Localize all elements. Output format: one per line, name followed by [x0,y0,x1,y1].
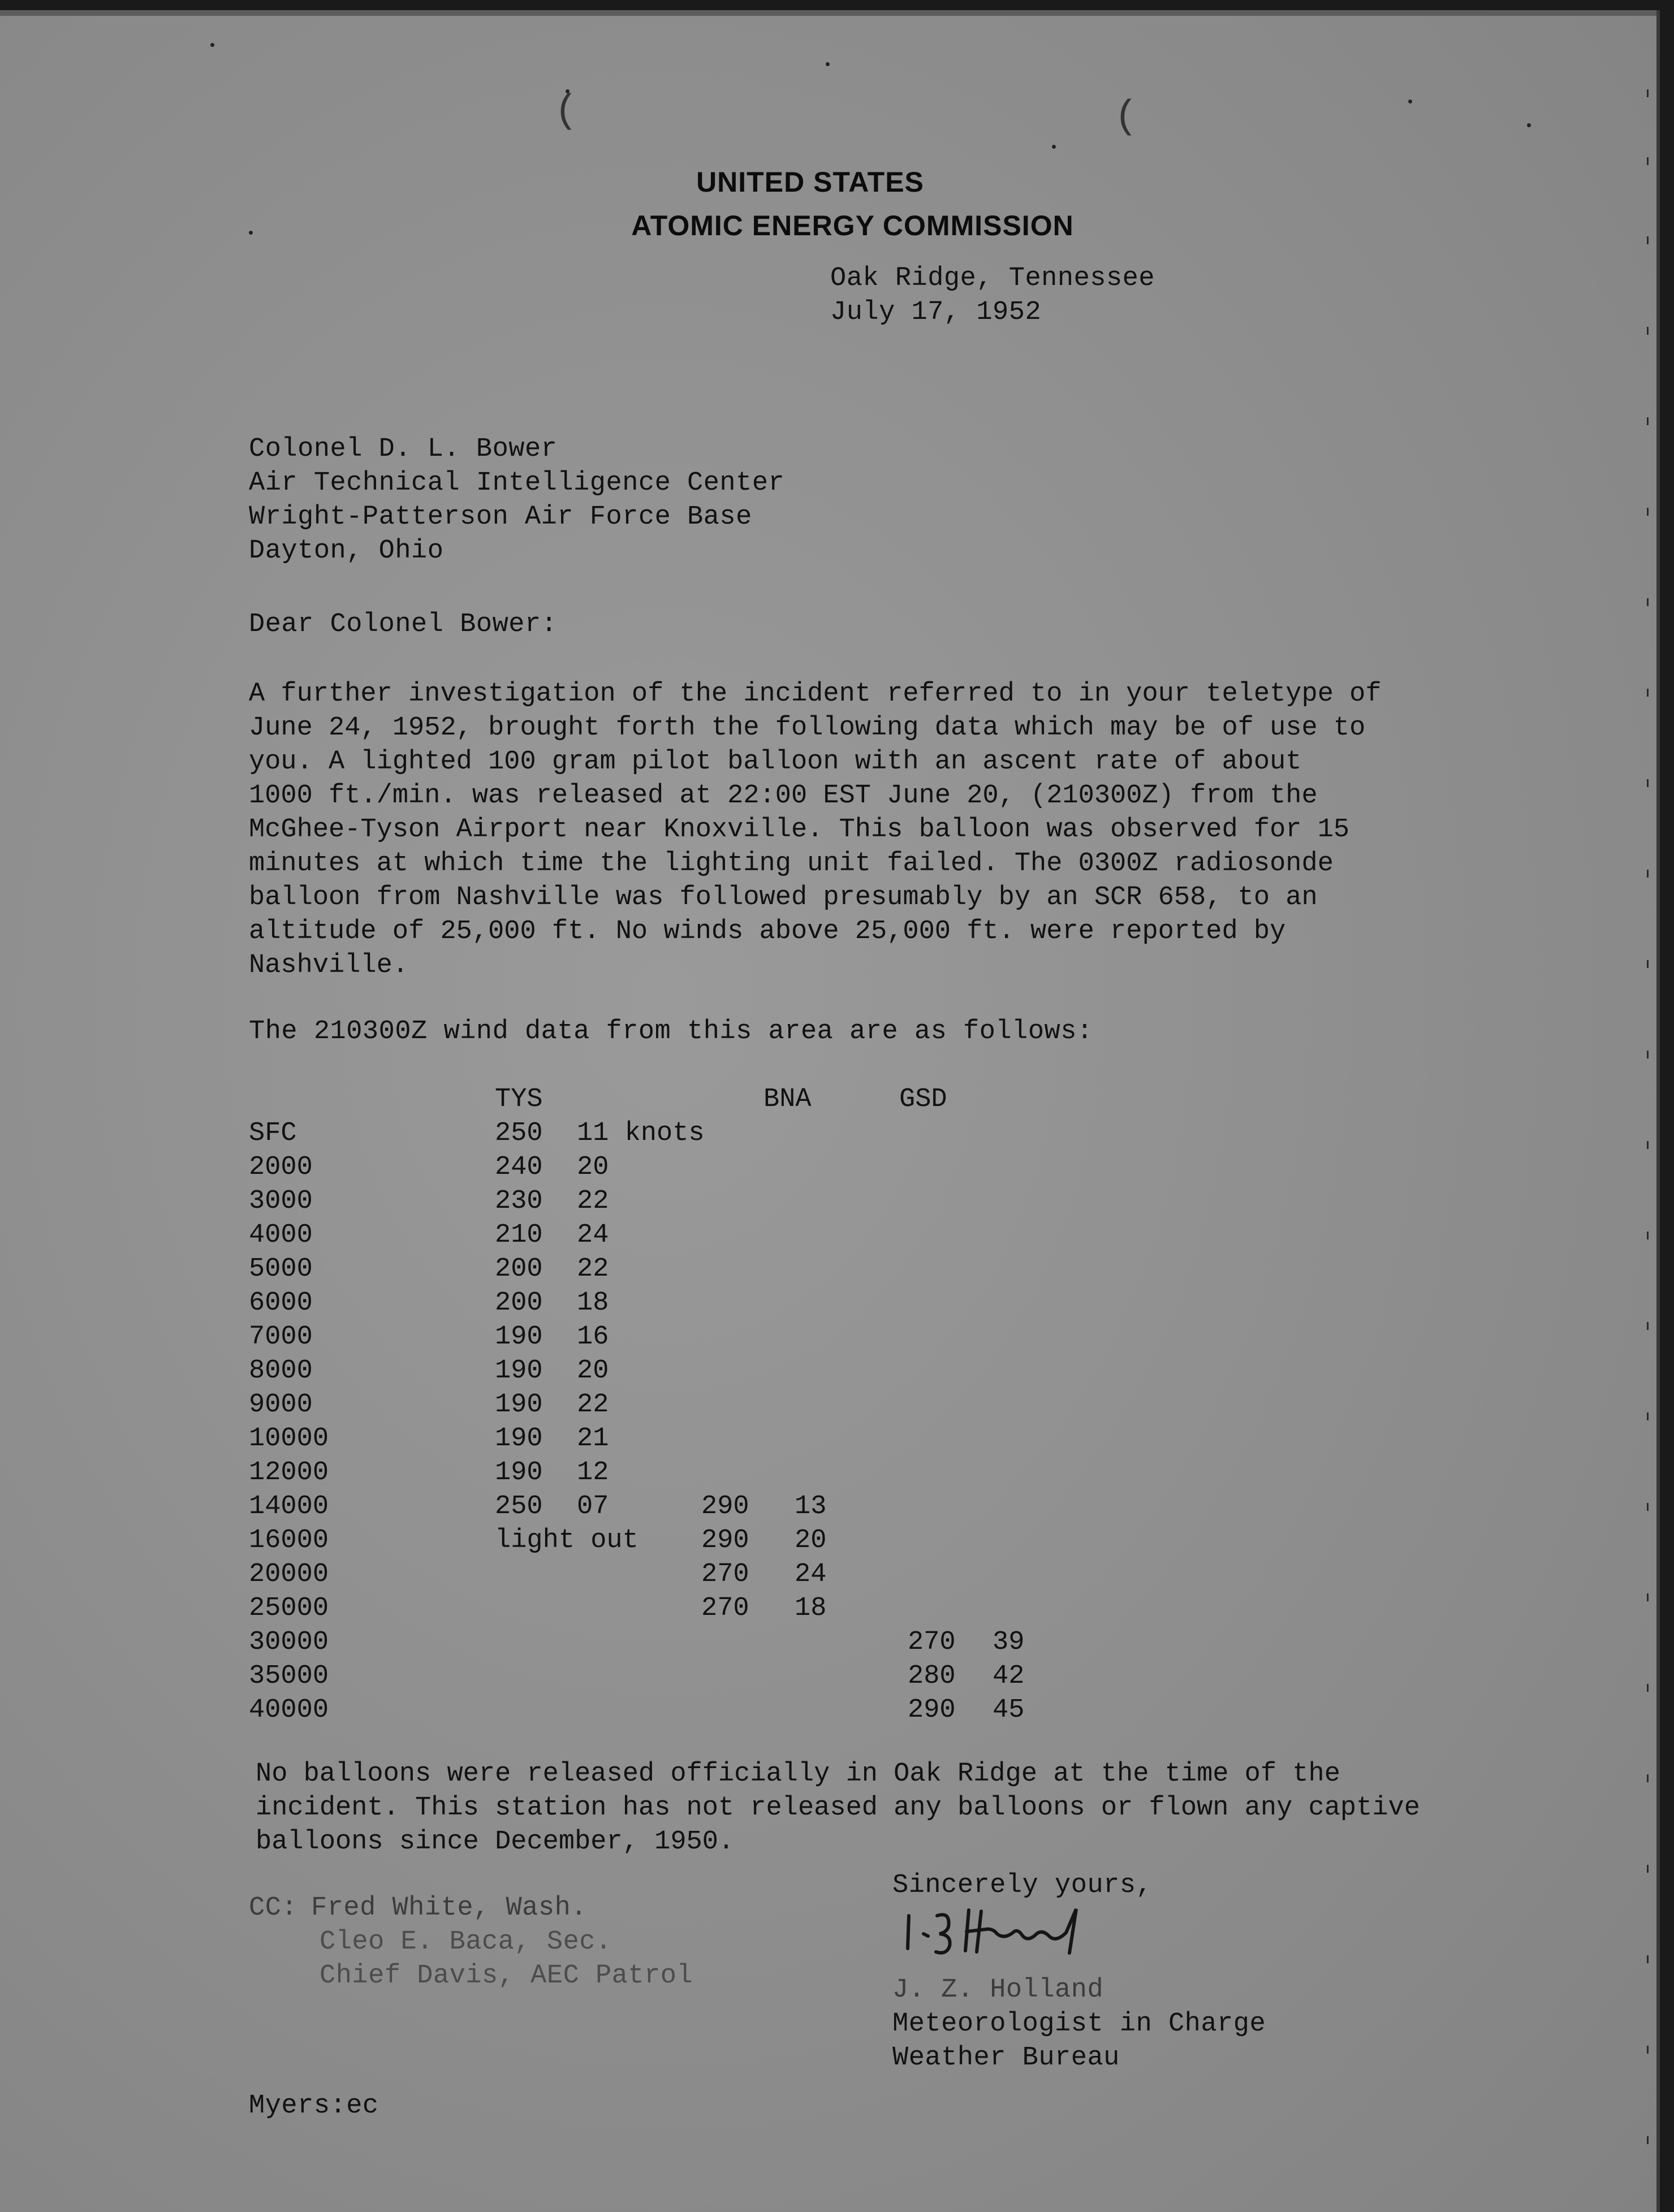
table-row [0,1356,1660,1390]
altitude-cell: 2000 [249,1152,313,1182]
tys-direction-cell: 190 [495,1424,543,1454]
tys-speed-cell: 07 [577,1492,609,1522]
cc-entry: Cleo E. Baca, Sec. [320,1927,612,1957]
gsd-speed-cell: 42 [993,1661,1025,1691]
tys-direction-cell: 230 [495,1186,543,1216]
altitude-cell: 16000 [249,1526,329,1556]
signer-org: Weather Bureau [892,2043,1120,2073]
tys-direction-cell: 190 [495,1458,543,1488]
altitude-cell: 4000 [249,1220,313,1250]
tys-speed-cell: 18 [577,1288,609,1318]
signer-title: Meteorologist in Charge [892,2009,1266,2039]
body-paragraph [249,677,1382,983]
gsd-direction-cell: 280 [908,1661,956,1691]
table-row [0,1661,1660,1695]
letterhead-line-2: ATOMIC ENERGY COMMISSION [631,210,1074,241]
table-row [0,1627,1660,1661]
body-line: altitude of 25,000 ft. No winds above 25,000 ft. were reported by [249,917,1286,947]
bna-speed-cell: 18 [795,1593,827,1623]
altitude-cell: 35000 [249,1661,329,1691]
closing-salutation: Sincerely yours, [892,1870,1153,1900]
tys-direction-cell: 250 [495,1118,543,1148]
scan-tick [1647,779,1649,787]
tys-speed-cell: 24 [577,1220,609,1250]
tys-direction-cell: 240 [495,1152,543,1182]
scan-tick [1647,417,1649,425]
table-row [0,1526,1660,1559]
table-row [0,1254,1660,1288]
bna-speed-cell: 24 [795,1559,827,1589]
signer-name: J. Z. Holland [892,1975,1104,2005]
table-intro: The 210300Z wind data from this area are as follows: [249,1017,1093,1047]
tys-direction-cell: light out [495,1526,638,1556]
table-row [0,1322,1660,1356]
closing-line: No balloons were released officially in Oak Ridge at the time of the [256,1759,1340,1789]
bna-speed-cell: 20 [795,1526,827,1556]
cc-entry: Fred White, Wash. [311,1893,587,1923]
gsd-direction-cell: 270 [908,1627,956,1657]
closing-line: balloons since December, 1950. [256,1827,735,1857]
scan-speck [1408,100,1412,103]
body-line: 1000 ft./min. was released at 22:00 EST June 20, (210300Z) from the [249,781,1318,811]
altitude-cell: 25000 [249,1593,329,1623]
table-row [0,1695,1660,1729]
table-row [0,1186,1660,1220]
altitude-cell: 3000 [249,1186,313,1216]
bna-speed-cell: 13 [795,1492,827,1522]
table-row [0,1424,1660,1458]
body-line: June 24, 1952, brought forth the following data which may be of use to [249,713,1366,743]
gsd-speed-cell: 45 [993,1695,1025,1725]
altitude-cell: 5000 [249,1254,313,1284]
altitude-cell: 6000 [249,1288,313,1318]
table-row [0,1390,1660,1424]
table-row [0,1458,1660,1492]
body-line: balloon from Nashville was followed presumably by an SCR 658, to an [249,883,1318,913]
recipient-org: Air Technical Intelligence Center [249,468,785,498]
table-row [0,1593,1660,1627]
scan-tick [1647,1774,1649,1782]
scan-speck [1052,145,1056,149]
table-row [0,1492,1660,1526]
scan-mark: ( [1114,95,1138,140]
closing-line: incident. This station has not released any balloons or flown any captive [256,1793,1420,1823]
altitude-cell: 12000 [249,1458,329,1488]
table-row [0,1220,1660,1254]
tys-direction-cell: 190 [495,1356,543,1386]
tys-direction-cell: 250 [495,1492,543,1522]
scan-tick [1647,2136,1649,2144]
altitude-cell: 40000 [249,1695,329,1725]
tys-speed-cell: 20 [577,1152,609,1182]
tys-direction-cell: 190 [495,1322,543,1352]
tys-speed-cell: 22 [577,1254,609,1284]
tys-direction-cell: 200 [495,1254,543,1284]
date: July 17, 1952 [830,297,1042,327]
recipient-city: Dayton, Ohio [249,536,444,566]
table-row [0,1559,1660,1593]
tys-speed-cell: 21 [577,1424,609,1454]
wind-table-header [0,1085,1660,1118]
salutation: Dear Colonel Bower: [249,610,558,640]
table-row [0,1118,1660,1152]
body-line: you. A lighted 100 gram pilot balloon with an ascent rate of about [249,747,1302,777]
letterhead-line-1: UNITED STATES [696,166,924,198]
body-line: A further investigation of the incident referred to in your teletype of [249,679,1382,709]
tys-speed-cell: 12 [577,1458,609,1488]
letter-page [0,10,1660,2212]
altitude-cell: 20000 [249,1559,329,1589]
tys-speed-cell: 20 [577,1356,609,1386]
altitude-cell: 10000 [249,1424,329,1454]
scan-speck [210,43,214,47]
tys-speed-cell: 22 [577,1390,609,1420]
recipient-name: Colonel D. L. Bower [249,434,558,464]
gsd-direction-cell: 290 [908,1695,956,1725]
scan-speck [826,62,830,66]
tys-speed-cell: 11 knots [577,1118,705,1148]
bna-direction-cell: 270 [701,1593,749,1623]
altitude-cell: 7000 [249,1322,313,1352]
scan-tick [1647,508,1649,516]
tys-speed-cell: 22 [577,1186,609,1216]
scan-mark: ( [554,89,579,134]
altitude-cell: 30000 [249,1627,329,1657]
scan-tick [1647,960,1649,968]
scan-tick [1647,870,1649,878]
altitude-cell: 8000 [249,1356,313,1386]
scan-tick [1647,157,1649,165]
scan-tick [1647,327,1649,335]
recipient-base: Wright-Patterson Air Force Base [249,502,752,532]
tys-direction-cell: 210 [495,1220,543,1250]
col-header-gsd: GSD [899,1085,947,1114]
bna-direction-cell: 290 [701,1526,749,1556]
scan-tick [1647,1051,1649,1059]
bna-direction-cell: 270 [701,1559,749,1589]
tys-direction-cell: 190 [495,1390,543,1420]
scan-tick [1647,598,1649,606]
scan-tick [1647,1955,1649,1963]
scan-speck [1527,123,1531,127]
cc-label: CC: [249,1893,298,1923]
handwritten-signature [896,1899,1145,1961]
cc-entry: Chief Davis, AEC Patrol [320,1961,693,1991]
table-row [0,1288,1660,1322]
altitude-cell: 9000 [249,1390,313,1420]
scan-tick [1647,689,1649,697]
tys-direction-cell: 200 [495,1288,543,1318]
closing-paragraph [256,1757,1420,1859]
altitude-cell: SFC [249,1118,297,1148]
col-header-tys: TYS [495,1085,543,1114]
scan-tick [1647,89,1649,97]
bna-direction-cell: 290 [701,1492,749,1522]
body-line: minutes at which time the lighting unit failed. The 0300Z radiosonde [249,849,1334,879]
col-header-bna: BNA [763,1085,812,1114]
body-line: McGhee-Tyson Airport near Knoxville. This balloon was observed for 15 [249,815,1350,845]
table-row [0,1152,1660,1186]
body-line: Nashville. [249,951,409,980]
scan-tick [1647,1865,1649,1873]
tys-speed-cell: 16 [577,1322,609,1352]
altitude-cell: 14000 [249,1492,329,1522]
place: Oak Ridge, Tennessee [830,263,1155,293]
signature-drawing [896,1899,1145,1961]
typist-initials: Myers:ec [249,2091,379,2121]
scan-top-border [0,10,1660,16]
scan-tick [1647,2046,1649,2054]
gsd-speed-cell: 39 [993,1627,1025,1657]
